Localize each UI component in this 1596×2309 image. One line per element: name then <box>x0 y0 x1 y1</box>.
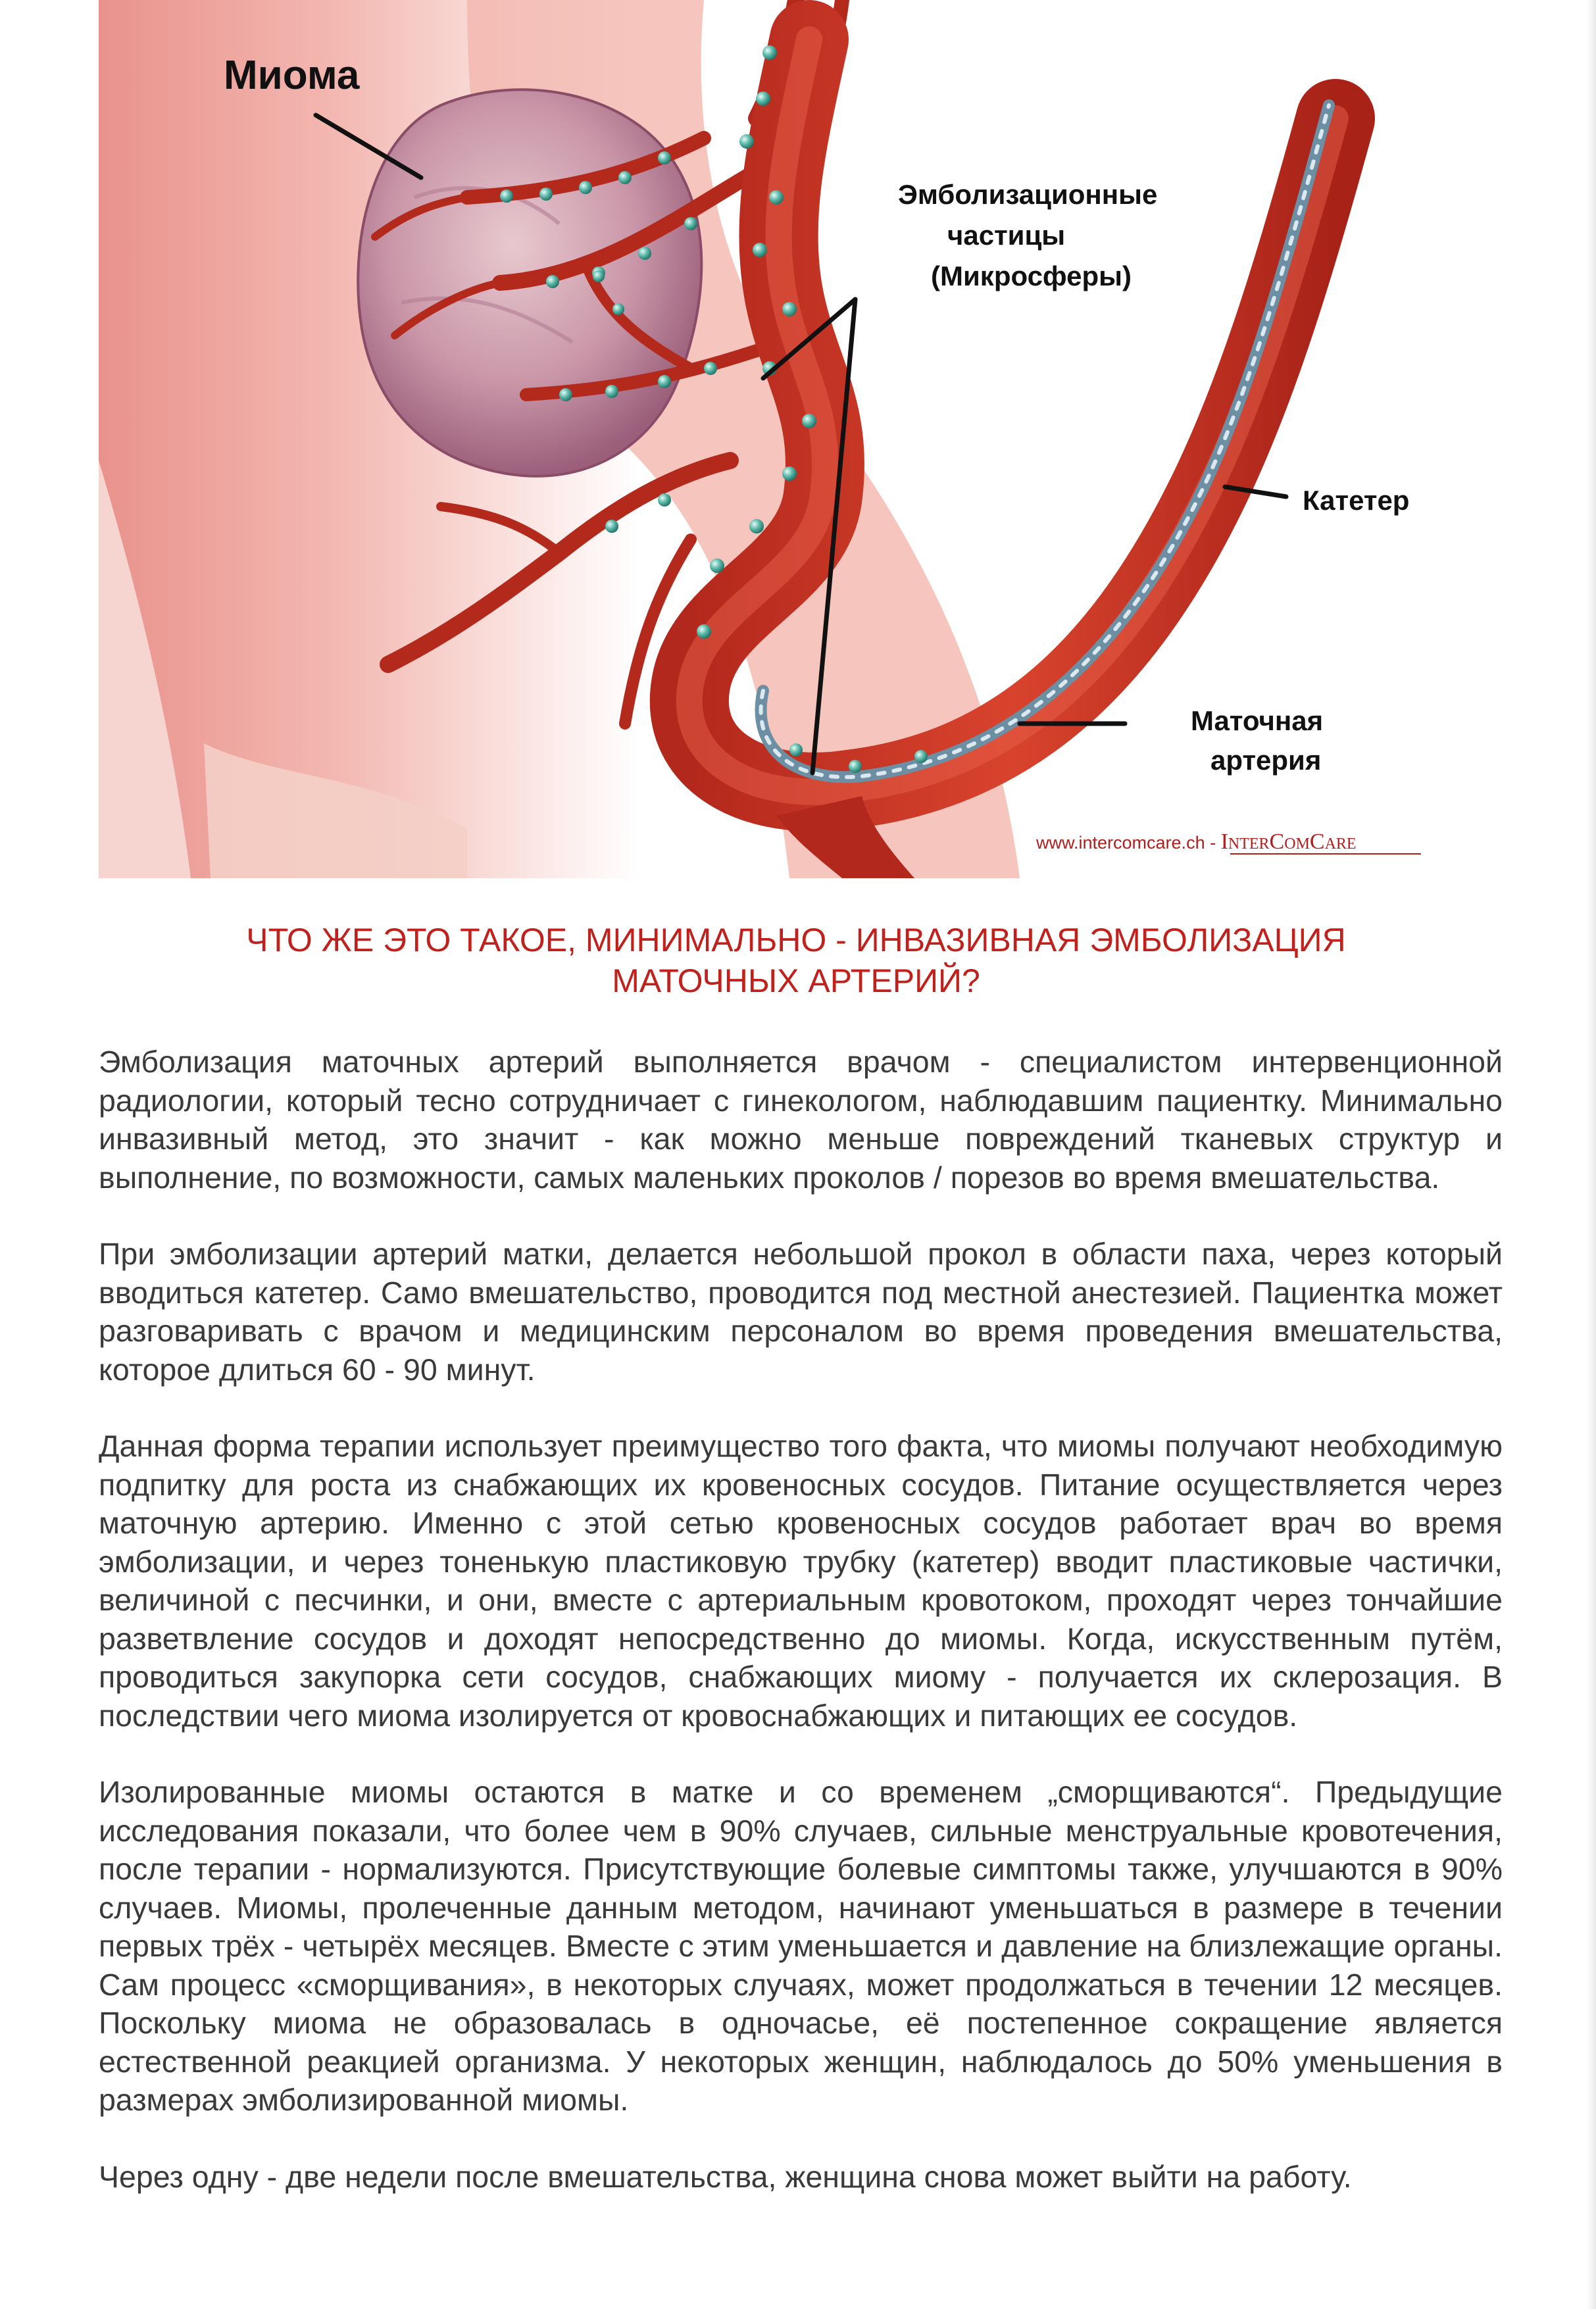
credit-brand: InterComCare <box>1220 830 1357 854</box>
paragraph-1: Эмболизация маточных артерий выполняется врачом - специалистом интервенционной радиологии, который тесно сотрудничает с гинекологом, наблюдавшим пациентку. Минимально инвазивный метод, это значит - как можно меньше повреждений тканевых структур и выполнение, по возможности, самых маленьких проколов / порезов во время вмешательства. <box>99 1045 1503 1195</box>
heading-line-2: МАТОЧНЫХ АРТЕРИЙ? <box>612 962 980 999</box>
label-catheter: Катетер <box>1303 485 1410 516</box>
image-credit <box>1035 830 1357 854</box>
label-artery-line2: артерия <box>1210 745 1322 776</box>
page-edge-shadow <box>1587 0 1596 2309</box>
label-artery-line1: Маточная <box>1191 705 1324 736</box>
label-particles-line1: Эмболизационные <box>898 179 1158 210</box>
label-particles-line2: частицы <box>947 220 1066 251</box>
paragraph-3: Данная форма терапии использует преимущество того факта, что миомы получают необходимую подпитку для роста из снабжающих их кровеносных сосудов. Питание осуществляется через маточную артерию. Именно с этой сетью кровеносных сосудов работает врач во время эмболизации, и через тоненькую пластиковую трубку (катетер) вводит пластиковые частички, величиной с песчинки, и они, вместе с артериальным кровотоком, проходят через тончайшие разветвление сосудов и доходят непосредственно до миомы. Когда, искусственным путём, проводиться закупорка сети сосудов, снабжающих миому - получается их склерозация. В последствии чего миома изолируется от кровоснабжающих и питающих ее сосудов. <box>99 1429 1503 1733</box>
illustration-svg <box>99 0 1493 878</box>
paragraph-4: Изолированные миомы остаются в матке и со временем „сморщиваются“. Предыдущие исследования показали, что более чем в 90% случаев, сильные менструальные кровотечения, после терапии - нормализуются. Присутствующие болевые симптомы также, улучшаются в 90% случаев. Миомы, пролеченные данным методом, начинают уменьшаться в размере в течении первых трёх - четырёх месяцев. Вместе с этим уменьшается и давление на близлежащие органы. Сам процесс «сморщивания», в некоторых случаях, может продолжаться в течении 12 месяцев. Поскольку миома не образовалась в одночасье, её постепенное сокращение является естественной реакцией организма. У некоторых женщин, наблюдалось до 50% уменьшения в размерах эмболизированной миомы. <box>99 1775 1503 2117</box>
credit-url: www.intercomcare.ch - <box>1036 833 1221 853</box>
heading-line-1: ЧТО ЖЕ ЭТО ТАКОЕ, МИНИМАЛЬНО - ИНВАЗИВНАЯ ЭМБОЛИЗАЦИЯ <box>246 922 1346 958</box>
paragraph-2: При эмболизации артерий матки, делается небольшой прокол в области паха, через который вводиться катетер. Само вмешательство, проводится под местной анестезией. Пациентка может разговаривать с врачом и медицинским персоналом во время проведения вмешательства, которое длиться 60 - 90 минут. <box>99 1237 1503 1387</box>
article-body <box>99 1043 1503 2234</box>
page-heading <box>99 920 1493 1001</box>
paragraph-5: Через одну - две недели после вмешательства, женщина снова может выйти на работу. <box>99 2159 1352 2194</box>
label-particles-line3: (Микросферы) <box>931 261 1132 291</box>
embolization-illustration <box>99 0 1493 878</box>
label-mioma: Миома <box>224 53 360 98</box>
